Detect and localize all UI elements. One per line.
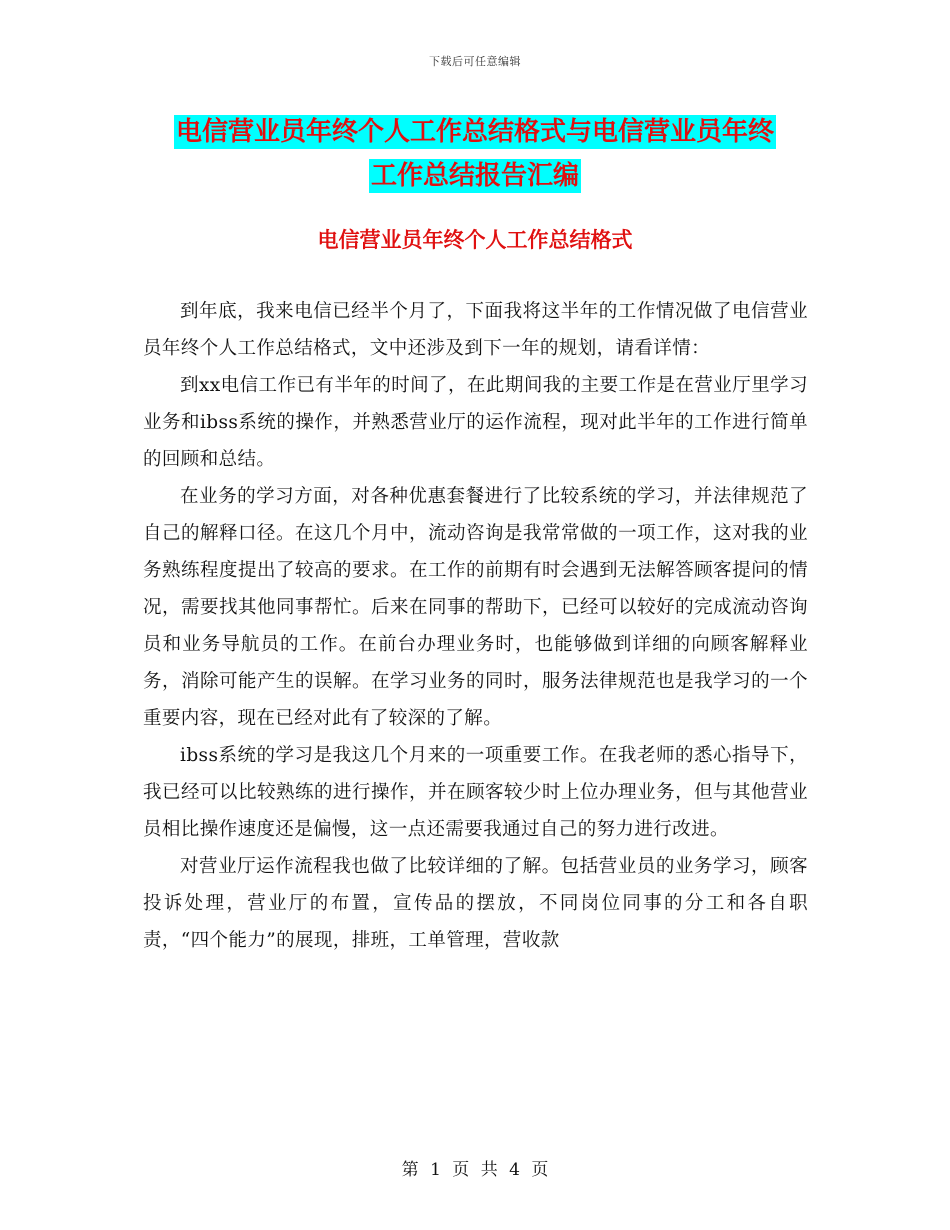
document-title-line-1: 电信营业员年终个人工作总结格式与电信营业员年终 [175,117,774,147]
document-title-line-2: 工作总结报告汇编 [370,161,579,191]
paragraph: 到年底，我来电信已经半个月了，下面我将这半年的工作情况做了电信营业员年终个人工作总结格式，文中还涉及到下一年的规划，请看详情： [143,301,808,359]
paragraph: 对营业厅运作流程我也做了比较详细的了解。包括营业员的业务学习，顾客投诉处理，营业厅的布置，宣传品的摆放，不同岗位同事的分工和各自职责，“四个能力”的展现，排班，工单管理，营收款 [143,856,808,951]
page-number: 第 1 页 共 4 页 [401,1160,549,1180]
paragraph: ibss系统的学习是我这几个月来的一项重要工作。在我老师的悉心指导下，我已经可以比较熟练的进行操作，并在顾客较少时上位办理业务，但与其他营业员相比操作速度还是偏慢，这一点还需要我通过自己的努力进行改进。 [143,745,808,840]
document-title [140,110,810,198]
paragraph: 在业务的学习方面，对各种优惠套餐进行了比较系统的学习，并法律规范了自己的解释口径。在这几个月中，流动咨询是我常常做的一项工作，这对我的业务熟练程度提出了较高的要求。在工作的前期有时会遇到无法解答顾客提问的情况，需要找其他同事帮忙。后来在同事的帮助下，已经可以较好的完成流动咨询员和业务导航员的工作。在前台办理业务时，也能够做到详细的向顾客解释业务，消除可能产生的误解。在学习业务的同时，服务法律规范也是我学习的一个重要内容，现在已经对此有了较深的了解。 [143,486,808,729]
paragraph: 到xx电信工作已有半年的时间了，在此期间我的主要工作是在营业厅里学习业务和ibss系统的操作，并熟悉营业厅的运作流程，现对此半年的工作进行简单的回顾和总结。 [143,375,808,470]
header-note: 下载后可任意编辑 [429,55,521,68]
body-text [143,293,808,959]
section-title: 电信营业员年终个人工作总结格式 [317,228,633,252]
